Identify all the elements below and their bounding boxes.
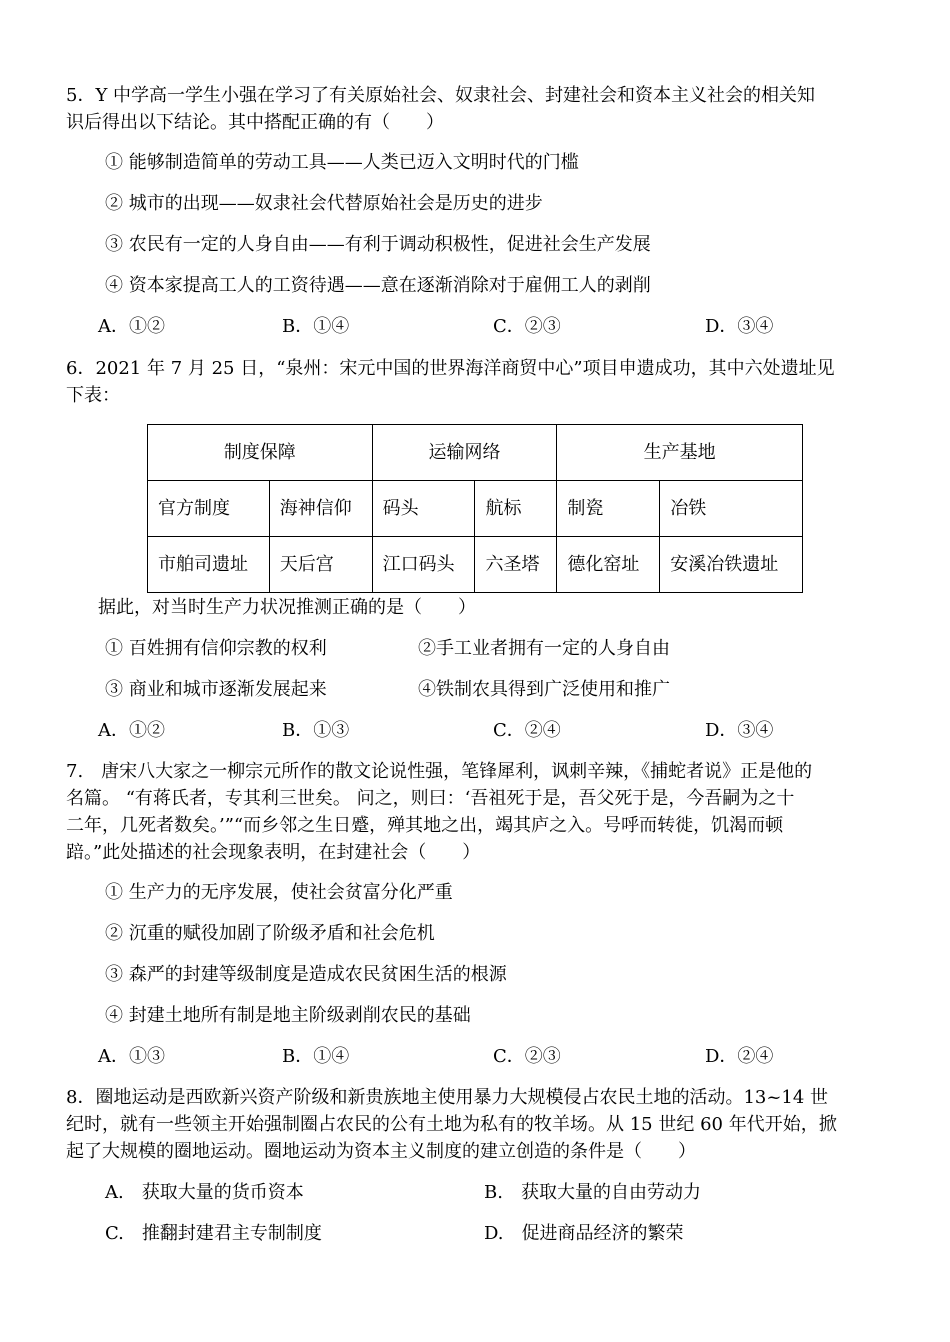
table-cell: 市舶司遗址 <box>148 537 270 593</box>
q6-prompt: 据此，对当时生产力状况推测正确的是（ ） <box>98 597 476 618</box>
q6-item-4: ④铁制农具得到广泛使用和推广 <box>418 679 670 700</box>
table-header-row <box>148 425 803 481</box>
q7-item-4: ④ 封建土地所有制是地主阶级剥削农民的基础 <box>105 1005 471 1026</box>
q8-stem-line1: 8．圈地运动是西欧新兴资产阶级和新贵族地主使用暴力大规模侵占农民土地的活动。13~14 世 <box>66 1087 829 1108</box>
table-cell: 码头 <box>372 481 475 537</box>
q5-choice-b: B．①④ <box>282 316 350 337</box>
q6-choice-c: C．②④ <box>493 720 561 741</box>
q5-stem-line2: 识后得出以下结论。其中搭配正确的有（ ） <box>66 112 444 133</box>
q5-item-2: ② 城市的出现——奴隶社会代替原始社会是历史的进步 <box>105 193 543 214</box>
q5-item-3: ③ 农民有一定的人身自由——有利于调动积极性，促进社会生产发展 <box>105 234 651 255</box>
table-cell: 航标 <box>475 481 557 537</box>
table-row <box>148 481 803 537</box>
q8-choice-b: B. 获取大量的自由劳动力 <box>484 1182 701 1203</box>
q5-stem-line1: 5．Y 中学高一学生小强在学习了有关原始社会、奴隶社会、封建社会和资本主义社会的相关知 <box>66 85 816 106</box>
q6-stem-line1: 6．2021 年 7 月 25 日，“泉州：宋元中国的世界海洋商贸中心”项目申遗成功，其中六处遗址见 <box>66 358 835 379</box>
table-cell: 德化窑址 <box>557 537 660 593</box>
q6-choice-b: B．①③ <box>282 720 350 741</box>
q6-item-2: ②手工业者拥有一定的人身自由 <box>418 638 670 659</box>
table-cell: 冶铁 <box>660 481 803 537</box>
heritage-sites-table <box>147 424 803 593</box>
q6-item-3: ③ 商业和城市逐渐发展起来 <box>105 679 327 700</box>
q5-choice-c: C．②③ <box>493 316 561 337</box>
table-header-cell: 生产基地 <box>557 425 803 481</box>
q7-stem-line4: 踣。”此处描述的社会现象表明，在封建社会（ ） <box>66 842 481 863</box>
q5-choice-a: A．①② <box>98 316 165 337</box>
q5-item-1: ① 能够制造简单的劳动工具——人类已迈入文明时代的门槛 <box>105 152 579 173</box>
q8-choice-a: A. 获取大量的货币资本 <box>105 1182 304 1203</box>
q7-stem-line1: 7. 唐宋八大家之一柳宗元所作的散文论说性强，笔锋犀利，讽刺辛辣，《捕蛇者说》正是他的 <box>66 761 813 782</box>
q8-choice-c: C. 推翻封建君主专制制度 <box>105 1223 322 1244</box>
q7-choice-c: C．②③ <box>493 1046 561 1067</box>
q7-item-1: ① 生产力的无序发展，使社会贫富分化严重 <box>105 882 453 903</box>
table-cell: 海神信仰 <box>269 481 372 537</box>
q7-item-2: ② 沉重的赋役加剧了阶级矛盾和社会危机 <box>105 923 435 944</box>
table-cell: 制瓷 <box>557 481 660 537</box>
q8-stem-line2: 纪时，就有一些领主开始强制圈占农民的公有土地为私有的牧羊场。从 15 世纪 60 年代开始，掀 <box>66 1114 837 1135</box>
q6-stem-line2: 下表： <box>66 385 120 406</box>
q7-stem-line2: 名篇。 “有蒋氏者，专其利三世矣。 问之，则曰：‘吾祖死于是，吾父死于是，今吾嗣为之十 <box>66 788 795 809</box>
q7-item-3: ③ 森严的封建等级制度是造成农民贫困生活的根源 <box>105 964 507 985</box>
q8-stem-line3: 起了大规模的圈地运动。圈地运动为资本主义制度的建立创造的条件是（ ） <box>66 1141 696 1162</box>
table-cell: 天后宫 <box>269 537 372 593</box>
q6-item-1: ① 百姓拥有信仰宗教的权利 <box>105 638 327 659</box>
table-cell: 六圣塔 <box>475 537 557 593</box>
table-header-cell: 运输网络 <box>372 425 557 481</box>
q7-choice-a: A．①③ <box>98 1046 165 1067</box>
q6-choice-d: D．③④ <box>705 720 774 741</box>
q7-stem-line3: 二年，几死者数矣。’”“而乡邻之生日蹙，殚其地之出，竭其庐之入。号呼而转徙，饥渴而顿 <box>66 815 784 836</box>
q6-choice-a: A．①② <box>98 720 165 741</box>
q7-choice-d: D．②④ <box>705 1046 774 1067</box>
q7-choice-b: B．①④ <box>282 1046 350 1067</box>
table-cell: 江口码头 <box>372 537 475 593</box>
q8-choice-d: D. 促进商品经济的繁荣 <box>484 1223 684 1244</box>
table-header-cell: 制度保障 <box>148 425 373 481</box>
table-row <box>148 537 803 593</box>
q5-item-4: ④ 资本家提高工人的工资待遇——意在逐渐消除对于雇佣工人的剥削 <box>105 275 651 296</box>
table-cell: 安溪冶铁遗址 <box>660 537 803 593</box>
table-cell: 官方制度 <box>148 481 270 537</box>
q5-choice-d: D．③④ <box>705 316 774 337</box>
